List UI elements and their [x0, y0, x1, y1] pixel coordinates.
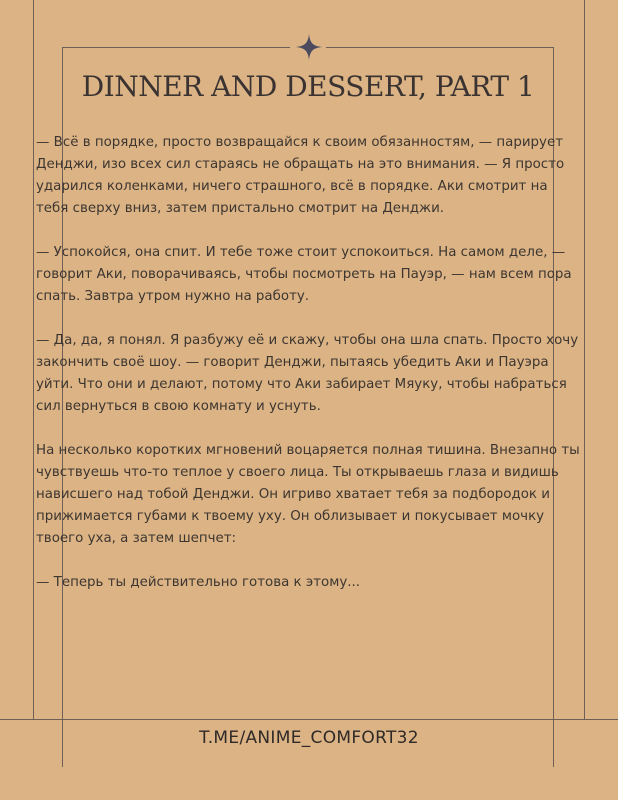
footer-divider	[0, 719, 618, 720]
paragraph: — Успокойся, она спит. И тебе тоже стоит успокоиться. На самом деле, — говорит Аки, поворачиваясь, чтобы посмотреть на Пауэр, — нам всем пора спать. Завтра утром нужно на работу.	[36, 245, 572, 304]
channel-link: T.ME/ANIME_COMFORT32	[199, 728, 419, 748]
story-text	[36, 132, 582, 616]
four-point-star-icon	[296, 34, 322, 60]
paragraph: На несколько коротких мгновений воцаряется полная тишина. Внезапно ты чувствуешь что-то теплое у своего лица. Ты открываешь глаза и видишь нависшего над тобой Денджи. Он игриво хватает тебя за подбородок и прижимается губами к твоему уху. Он облизывает и покусывает мочку твоего уха, а затем шепчет:	[36, 443, 580, 546]
page-title: DINNER AND DESSERT, PART 1	[81, 70, 535, 103]
frame-top-right-line	[326, 47, 554, 48]
paragraph: — Да, да, я понял. Я разбужу её и скажу, чтобы она шла спать. Просто хочу закончить своё шоу. — говорит Денджи, пытаясь убедить Аки и Пауэра уйти. Что они и делают, потому что Аки забирает Мяуку, чтобы набраться сил вернуться в свою комнату и уснуть.	[36, 333, 579, 414]
right-outer-line	[584, 0, 585, 720]
paragraph: — Всё в порядке, просто возвращайся к своим обязанностям, — парирует Денджи, изо всех сил стараясь не обращать на это внимания. — Я просто ударился коленками, ничего страшного, всё в порядке. Аки смотрит на тебя сверху вниз, затем пристально смотрит на Денджи.	[36, 135, 565, 216]
paragraph: — Теперь ты действительно готова к этому...	[36, 575, 361, 590]
left-outer-line	[33, 0, 34, 720]
frame-top-left-line	[62, 47, 290, 48]
